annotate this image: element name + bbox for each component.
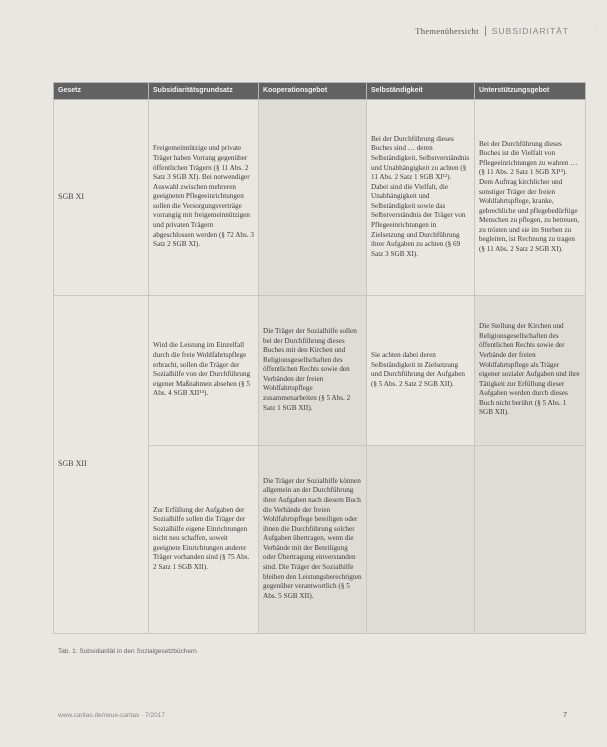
support-cell: Die Stellung der Kirchen und Religionsgesellschaften des öffentlichen Rechts sowie der Verbände der freien Wohlfahrtspflege als Träger eigener sozialer Aufgaben und ihre Tätigkeit zur Erfüllung dieser Aufgaben werden durch dieses Buch nicht berührt (§ 5 Abs. 1 SGB XII). [475, 295, 586, 445]
independence-cell: Bei der Durchführung dieses Buches sind … deren Selbständigkeit, Selbstverständnis und Unabhängigkeit zu achten (§ 11 Abs. 2 Satz 1 SGB XI¹²). Dabei sind die Vielfalt, die Unabhängigkeit und Selbständigkeit sowie das Selbstverständnis der Träger von Pflegeeinrichtungen in Zielsetzung und Durchführung ihrer Aufgaben zu achten (§ 69 Satz 3 SGB XI). [367, 99, 475, 295]
page-number: 7 [563, 712, 567, 719]
header-tag: SUBSIDIARITÄT [491, 26, 569, 36]
independence-cell [367, 445, 475, 633]
cooperation-cell: Die Träger der Sozialhilfe sollen bei der Durchführung dieses Buches mit den Kirchen und Religionsgesellschaften des öffentlichen Rechts sowie den Verbänden der freien Wohlfahrtspflege zusammenarbeiten (§ 5 Abs. 2 Satz 1 SGB XII). [259, 295, 367, 445]
subsidiarity-table [53, 82, 586, 634]
column-header-independence: Selbständigkeit [367, 83, 475, 100]
support-cell [475, 445, 586, 633]
page-corner-mark: · [594, 24, 597, 34]
footer-source: www.caritas.de/neue-caritas · 7/2017 [58, 712, 165, 719]
table-header-row [54, 83, 586, 100]
subsidiarity-cell: Freigemeinnützige und private Träger haben Vorrang gegenüber öffentlichen Trägern (§ 11 Abs. 2 Satz 3 SGB XI). Bei notwendiger Auswahl zwischen mehreren geeigneten Pflegeeinrichtungen sollen die Versorgungsverträge vorrangig mit freigemeinnützigen und privaten Trägern abgeschlossen werden (§ 72 Abs. 3 Satz 2 SGB XI). [149, 99, 259, 295]
column-header-support: Unterstützungsgebot [475, 83, 586, 100]
independence-cell: Sie achten dabei deren Selbständigkeit in Zielsetzung und Durchführung der Aufgaben (§ 5 Abs. 2 Satz 2 SGB XII). [367, 295, 475, 445]
column-header-subsidiarity: Subsidiaritätsgrundsatz [149, 83, 259, 100]
law-cell: SGB XII [54, 295, 149, 633]
cooperation-cell: Die Träger der Sozialhilfe können allgemein an der Durchführung ihrer Aufgaben nach diesem Buch die Verbände der freien Wohlfahrtspflege beteiligen oder ihnen die Durchführung solcher Aufgaben übertragen, wenn die Verbände mit der Beteiligung oder Übertragung einverstanden sind. Die Träger der Sozialhilfe bleiben den Leistungsberechtigten gegenüber verantwortlich (§ 5 Abs. 5 SGB XII). [259, 445, 367, 633]
table-row [54, 295, 586, 445]
column-header-law: Gesetz [54, 83, 149, 100]
subsidiarity-cell: Zur Erfüllung der Aufgaben der Sozialhilfe sollen die Träger der Sozialhilfe eigene Einrichtungen nicht neu schaffen, soweit geeignete Einrichtungen anderer Träger vorhanden sind (§ 75 Abs. 2 Satz 1 SGB XII). [149, 445, 259, 633]
support-cell: Bei der Durchführung dieses Buches ist die Vielfalt von Pflegeeinrichtungen zu wahren … (§ 11 Abs. 2 Satz 1 SGB XI¹³). Dem Auftrag kirchlicher und sonstiger Träger der freien Wohlfahrtspflege, kranke, gebrechliche und pflegebedürftige Menschen zu pflegen, zu betreuen, zu trösten und sie im Sterben zu begleiten, ist Rechnung zu tragen (§ 11 Abs. 2 Satz 2 SGB XI). [475, 99, 586, 295]
header-section: Themenübersicht [415, 26, 479, 36]
running-header [415, 26, 569, 36]
cooperation-cell [259, 99, 367, 295]
law-cell: SGB XI [54, 99, 149, 295]
table-caption: Tab. 1: Subsidiarität in den Sozialgesetzbüchern [58, 648, 197, 655]
subsidiarity-cell: Wird die Leistung im Einzelfall durch die freie Wohlfahrtspflege erbracht, sollen die Träger der Sozialhilfe von der Durchführung eigener Maßnahmen absehen (§ 5 Abs. 4 SGB XII¹⁴). [149, 295, 259, 445]
table-row [54, 99, 586, 295]
header-divider [485, 26, 486, 36]
column-header-cooperation: Kooperationsgebot [259, 83, 367, 100]
